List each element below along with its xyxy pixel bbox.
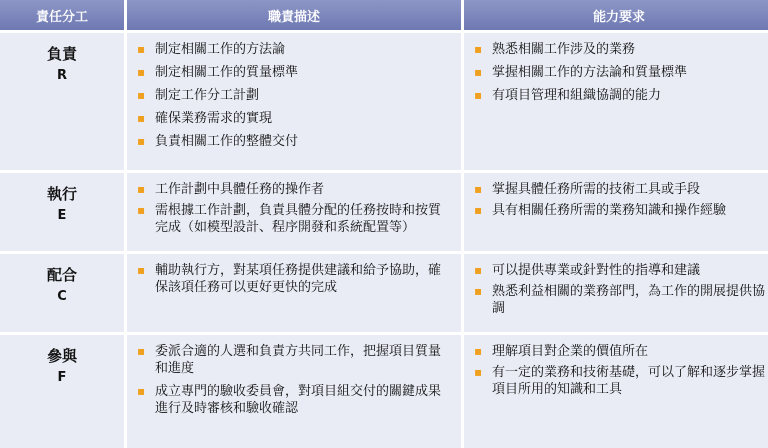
list-item: ▪ 需根據工作計劃，負責具體分配的任務按時和按質完成（如模型設計、程序開發和系統配置等） [137, 203, 442, 235]
bullet-icon: ▪ [137, 88, 146, 102]
duties-cell-c [127, 254, 461, 332]
list-item: ▪ 具有相關任務所需的業務知識和操作經驗 [474, 203, 727, 218]
role-code: E [57, 208, 67, 223]
list-item: ▪ 掌握相關工作的方法論和質量標準 [474, 65, 688, 80]
list-item: ▪ 熟悉相關工作涉及的業務 [474, 42, 636, 57]
header-duties: 職責描述 [127, 0, 461, 30]
list-item: ▪ 成立專門的驗收委員會，對項目組交付的關鍵成果進行及時審核和驗收確認 [137, 384, 442, 416]
list-item: ▪ 有一定的業務和技術基礎，可以了解和逐步掌握項目所用的知識和工具 [474, 365, 766, 397]
role-name: 執行 [46, 185, 77, 203]
bullet-icon: ▪ [474, 203, 483, 217]
role-name: 配合 [46, 266, 77, 284]
bullet-icon: ▪ [474, 344, 483, 358]
bullet-icon: ▪ [137, 263, 146, 277]
list-item: ▪ 有項目管理和組織協調的能力 [474, 88, 662, 103]
abilities-cell-f [464, 335, 768, 448]
list-item: ▪ 負責相關工作的整體交付 [137, 134, 299, 149]
list-item: ▪ 制定相關工作的質量標準 [137, 65, 299, 80]
duties-cell-r [127, 33, 461, 170]
bullet-icon: ▪ [137, 111, 146, 125]
list-item: ▪ 制定工作分工計劃 [137, 88, 260, 103]
bullet-icon: ▪ [474, 284, 483, 298]
role-code: C [57, 289, 67, 304]
list-item: ▪ 理解項目對企業的價值所在 [474, 344, 649, 359]
list-item: ▪ 可以提供專業或針對性的指導和建議 [474, 263, 701, 278]
bullet-icon: ▪ [137, 42, 146, 56]
abilities-cell-e [464, 173, 768, 251]
list-item: ▪ 掌握具體任務所需的技術工具或手段 [474, 182, 701, 197]
role-cell-r [0, 33, 124, 170]
role-code: R [56, 68, 67, 83]
list-item: ▪ 確保業務需求的實現 [137, 111, 273, 126]
duties-cell-e [127, 173, 461, 251]
bullet-icon: ▪ [137, 203, 146, 217]
role-name: 負責 [46, 45, 77, 63]
role-name: 參與 [46, 347, 77, 365]
bullet-icon: ▪ [474, 365, 483, 379]
role-cell-e [0, 173, 124, 251]
bullet-icon: ▪ [137, 182, 146, 196]
header-abilities: 能力要求 [464, 0, 768, 30]
role-code: F [57, 370, 67, 385]
duties-cell-f [127, 335, 461, 448]
list-item: ▪ 工作計劃中具體任務的操作者 [137, 182, 325, 197]
bullet-icon: ▪ [137, 134, 146, 148]
bullet-icon: ▪ [474, 65, 483, 79]
list-item: ▪ 熟悉利益相關的業務部門，為工作的開展提供協調 [474, 284, 766, 316]
abilities-cell-r [464, 33, 768, 170]
list-item: ▪ 制定相關工作的方法論 [137, 42, 286, 57]
bullet-icon: ▪ [474, 263, 483, 277]
bullet-icon: ▪ [474, 182, 483, 196]
role-cell-c [0, 254, 124, 332]
role-cell-f [0, 335, 124, 448]
header-responsibility: 責任分工 [0, 0, 124, 30]
bullet-icon: ▪ [137, 384, 146, 398]
bullet-icon: ▪ [137, 344, 146, 358]
abilities-cell-c [464, 254, 768, 332]
list-item: ▪ 委派合適的人選和負責方共同工作，把握項目質量和進度 [137, 344, 442, 376]
bullet-icon: ▪ [137, 65, 146, 79]
bullet-icon: ▪ [474, 42, 483, 56]
bullet-icon: ▪ [474, 88, 483, 102]
list-item: ▪ 輔助執行方，對某項任務提供建議和給予協助，確保該項任務可以更好更快的完成 [137, 263, 442, 295]
